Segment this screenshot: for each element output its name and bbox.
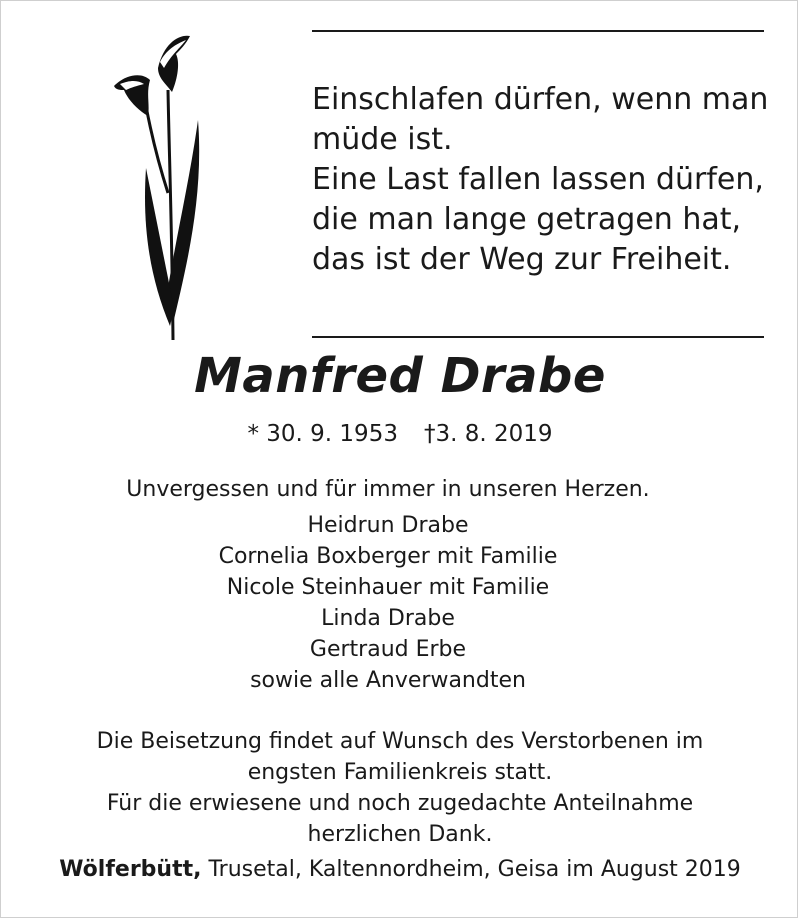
- poem-line: die man lange getragen hat,: [312, 202, 742, 237]
- mourner: Cornelia Boxberger mit Familie: [218, 544, 558, 569]
- poem-line: Einschlafen dürfen, wenn man: [312, 82, 769, 117]
- poem: [312, 80, 782, 280]
- calla-lily-icon: [106, 28, 210, 340]
- birth-date: * 30. 9. 1953: [247, 421, 398, 447]
- notice-line: Für die erwiesene und noch zugedachte Anteilnahme: [106, 791, 694, 816]
- funeral-notice: [0, 726, 800, 850]
- top-rule: [312, 30, 764, 32]
- life-dates: [0, 418, 800, 450]
- deceased-name: Manfred Drabe: [194, 348, 606, 404]
- notice-line: engsten Familienkreis statt.: [247, 760, 553, 785]
- mourner: Heidrun Drabe: [307, 513, 469, 538]
- mourner: Gertraud Erbe: [309, 637, 467, 662]
- notice-line: herzlichen Dank.: [307, 822, 493, 847]
- footer-main-place: Wölferbütt,: [59, 857, 202, 882]
- mourners-list: [0, 510, 776, 696]
- mourner: Nicole Steinhauer mit Familie: [226, 575, 550, 600]
- poem-line: das ist der Weg zur Freiheit.: [312, 242, 732, 277]
- death-date: †3. 8. 2019: [423, 421, 553, 447]
- footer-places: [0, 854, 800, 886]
- poem-line: Eine Last fallen lassen dürfen,: [312, 162, 764, 197]
- mourner: Linda Drabe: [321, 606, 455, 631]
- notice-line: Die Beisetzung findet auf Wunsch des Verstorbenen im: [96, 729, 704, 754]
- motto: Unvergessen und für immer in unseren Herzen.: [126, 477, 650, 502]
- bottom-rule: [312, 336, 764, 338]
- footer-other-places: Trusetal, Kaltennordheim, Geisa im August 2019: [201, 857, 741, 882]
- poem-line: müde ist.: [312, 122, 453, 157]
- mourner: sowie alle Anverwandten: [250, 668, 526, 693]
